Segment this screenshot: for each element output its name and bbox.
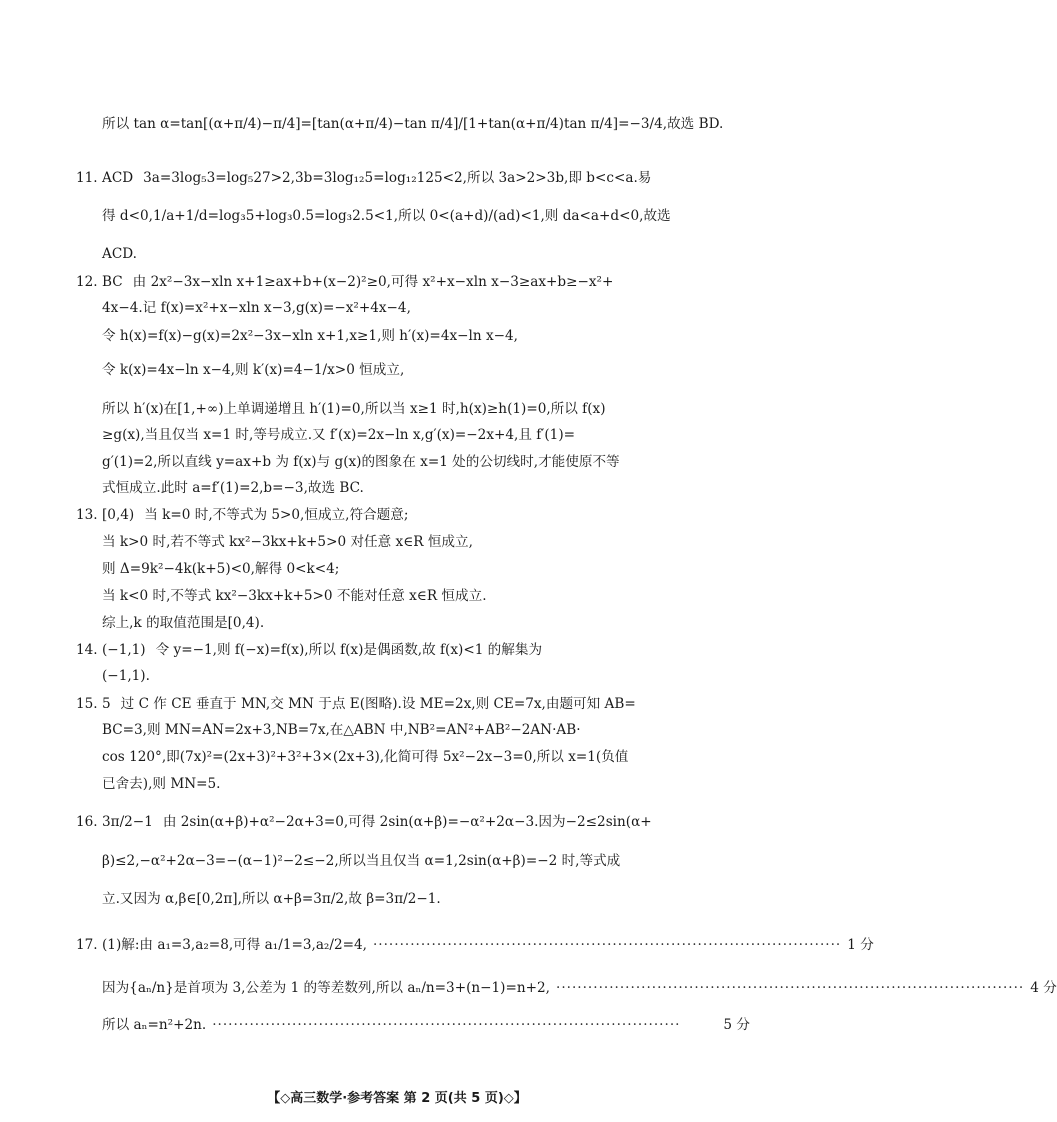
text-line-content: 由 2sin(α+β)+α²−2α+3=0,可得 2sin(α+β)=−α²+2α−3.因为−2≤2sin(α+: [162, 814, 652, 830]
scoring-points: 1 分: [847, 937, 874, 953]
text-line: ≥g(x),当且仅当 x=1 时,等号成立.又 f′(x)=2x−ln x,g′(x)=−2x+4,且 f′(1)=: [102, 427, 576, 443]
text-line: 4x−4.记 f(x)=x²+x−xln x−3,g(x)=−x²+4x−4,: [102, 300, 411, 316]
text-line: BC=3,则 MN=AN=2x+3,NB=7x,在△ABN 中,NB²=AN²+AB²−2AN·AB·: [102, 722, 581, 738]
leader-dots: ························································································: [372, 937, 842, 953]
text-line: β)≤2,−α²+2α−3=−(α−1)²−2≤−2,所以当且仅当 α=1,2sin(α+β)=−2 时,等式成: [102, 853, 621, 869]
scoring-step: [102, 977, 1057, 999]
scoring-points: 5 分: [723, 1017, 750, 1033]
text-line: [102, 271, 750, 293]
question-answer: ACD: [102, 170, 134, 186]
text-line: 综上,k 的取值范围是[0,4).: [102, 615, 265, 631]
text-line: 当 k>0 时,若不等式 kx²−3kx+k+5>0 对任意 x∈R 恒成立,: [102, 534, 473, 550]
question-number: 16.: [76, 814, 98, 830]
text-line: 令 k(x)=4x−ln x−4,则 k′(x)=4−1/x>0 恒成立,: [102, 362, 405, 378]
text-line-content: 令 y=−1,则 f(−x)=f(x),所以 f(x)是偶函数,故 f(x)<1 的解集为: [155, 642, 543, 658]
scoring-step: [102, 934, 874, 956]
question-answer: BC: [102, 274, 123, 290]
text-line: [102, 504, 750, 526]
text-line: [102, 811, 750, 833]
leader-dots: ························································································: [212, 1017, 681, 1033]
text-line: ACD.: [102, 246, 137, 262]
question-number: 11.: [76, 170, 98, 186]
scoring-step-text: (1)解:由 a₁=3,a₂=8,可得 a₁/1=3,a₂/2=4,: [102, 937, 367, 953]
scoring-step-text: 因为{aₙ/n}是首项为 3,公差为 1 的等差数列,所以 aₙ/n=3+(n−1)=n+2,: [102, 980, 550, 996]
text-line: 式恒成立.此时 a=f′(1)=2,b=−3,故选 BC.: [102, 480, 364, 496]
text-line: 立.又因为 α,β∈[0,2π],所以 α+β=3π/2,故 β=3π/2−1.: [102, 891, 441, 907]
question-answer: 5: [102, 696, 111, 712]
question-answer: 3π/2−1: [102, 814, 153, 830]
scoring-step: [102, 1014, 750, 1036]
text-line: 所以 tan α=tan[(α+π/4)−π/4]=[tan(α+π/4)−tan π/4]/[1+tan(α+π/4)tan π/4]=−3/4,故选 BD.: [102, 116, 724, 132]
text-line: 当 k<0 时,不等式 kx²−3kx+k+5>0 不能对任意 x∈R 恒成立.: [102, 588, 487, 604]
text-line-content: 当 k=0 时,不等式为 5>0,恒成立,符合题意;: [144, 507, 409, 523]
text-line: 得 d<0,1/a+1/d=log₃5+log₃0.5=log₃2.5<1,所以 0<(a+d)/(ad)<1,则 da<a+d<0,故选: [102, 208, 671, 224]
text-line-content: 过 C 作 CE 垂直于 MN,交 MN 于点 E(图略).设 ME=2x,则 CE=7x,由题可知 AB=: [120, 696, 636, 712]
text-line: [102, 639, 750, 661]
text-line: 所以 h′(x)在[1,+∞)上单调递增且 h′(1)=0,所以当 x≥1 时,h(x)≥h(1)=0,所以 f(x): [102, 401, 606, 417]
text-line: (−1,1).: [102, 668, 150, 684]
text-line-content: 3a=3log₅3=log₅27>2,3b=3log₁₂5=log₁₂125<2,所以 3a>2>3b,即 b<c<a.易: [143, 170, 652, 186]
text-line: 令 h(x)=f(x)−g(x)=2x²−3x−xln x+1,x≥1,则 h′(x)=4x−ln x−4,: [102, 328, 518, 344]
question-answer: [0,4): [102, 507, 135, 523]
question-number: 14.: [76, 642, 98, 658]
leader-dots: ························································································: [556, 980, 1025, 996]
question-number: 15.: [76, 696, 98, 712]
text-line: cos 120°,即(7x)²=(2x+3)²+3²+3×(2x+3),化简可得 5x²−2x−3=0,所以 x=1(负值: [102, 749, 629, 765]
text-line-content: 由 2x²−3x−xln x+1≥ax+b+(x−2)²≥0,可得 x²+x−xln x−3≥ax+b≥−x²+: [132, 274, 614, 290]
text-line: [102, 693, 750, 715]
scoring-step-text: 所以 aₙ=n²+2n.: [102, 1017, 207, 1033]
question-number: 12.: [76, 274, 98, 290]
text-line: 则 Δ=9k²−4k(k+5)<0,解得 0<k<4;: [102, 561, 340, 577]
question-number: 17.: [76, 937, 98, 953]
question-answer: (−1,1): [102, 642, 146, 658]
page-footer: 【◇高三数学·参考答案 第 2 页(共 5 页)◇】: [267, 1091, 527, 1106]
text-line: [102, 167, 750, 189]
text-line: g′(1)=2,所以直线 y=ax+b 为 f(x)与 g(x)的图象在 x=1 处的公切线时,才能使原不等: [102, 454, 620, 470]
question-number: 13.: [76, 507, 98, 523]
scoring-points: 4 分: [1030, 980, 1057, 996]
text-line: 已舍去),则 MN=5.: [102, 776, 221, 792]
